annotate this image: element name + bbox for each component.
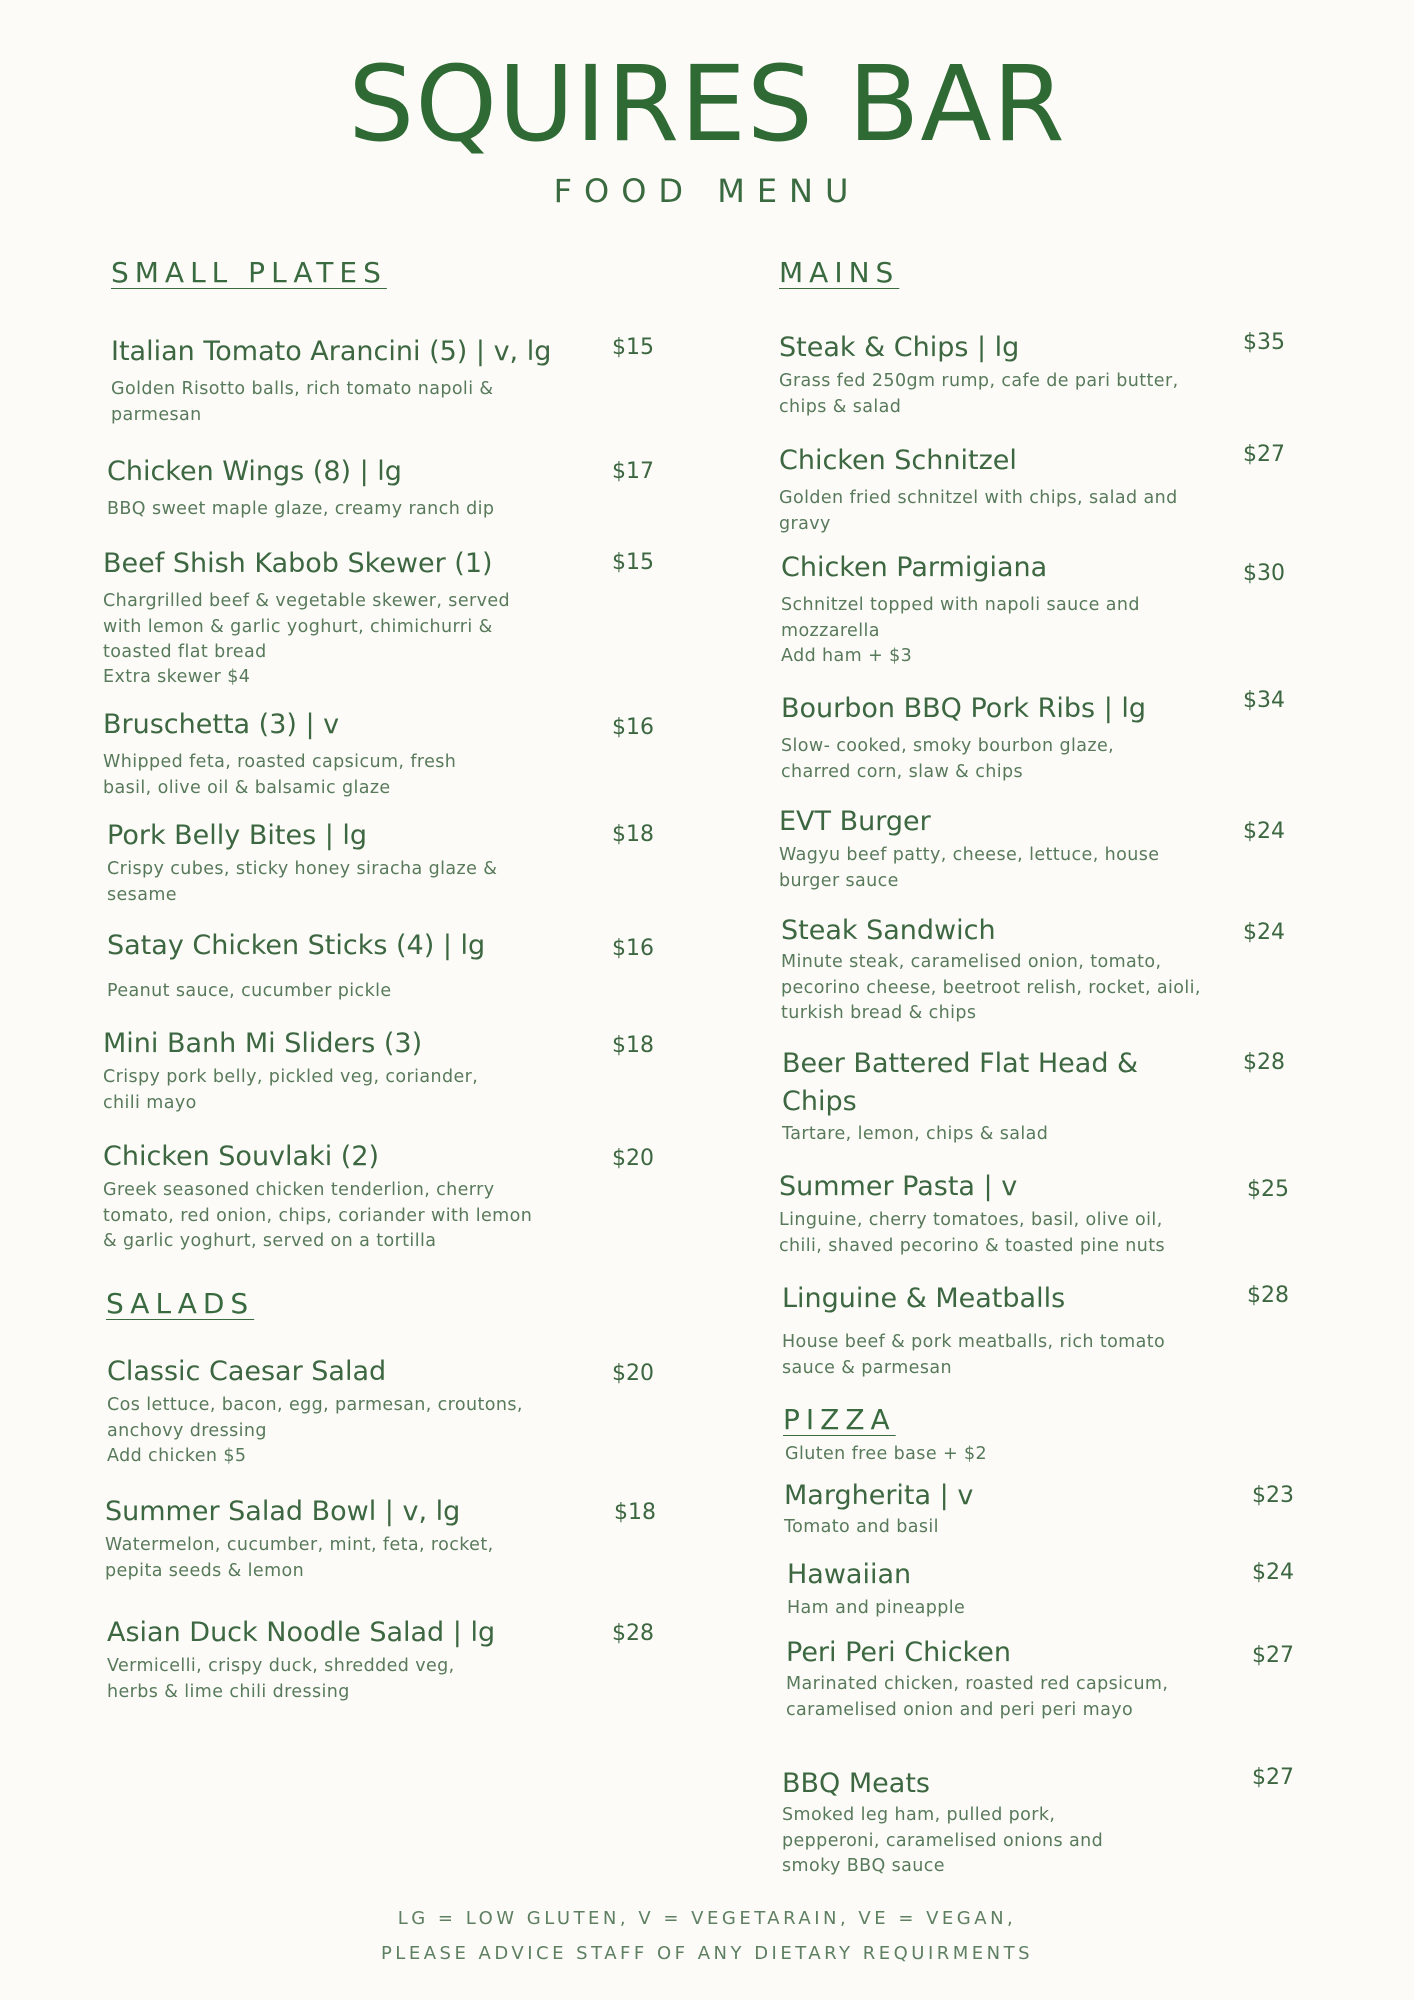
section-heading-pizza: PIZZA [783, 1403, 896, 1436]
footer-legend: LG = LOW GLUTEN, V = VEGETARAIN, VE = VEGAN, [397, 1908, 1017, 1929]
menu-item [105, 1493, 585, 1584]
item-price: $34 [1243, 688, 1285, 713]
menu-item [103, 1138, 583, 1254]
item-name: BBQ Meats [782, 1768, 930, 1799]
item-price: $18 [614, 1500, 656, 1525]
item-name: Mini Banh Mi Sliders (3) [103, 1028, 423, 1059]
item-name: Beef Shish Kabob Skewer (1) [103, 548, 493, 579]
menu-item [784, 1477, 1224, 1541]
menu-item [103, 706, 583, 801]
item-description: Marinated chicken, roasted red capsicum, caramelised onion and peri peri mayo [786, 1674, 1169, 1720]
item-price: $27 [1243, 442, 1285, 467]
menu-item [107, 927, 587, 1005]
item-price: $27 [1252, 1765, 1294, 1790]
item-price: $35 [1243, 330, 1285, 355]
item-price: $17 [612, 459, 654, 484]
menu-item [781, 690, 1221, 785]
item-name: Pork Belly Bites | lg [107, 820, 368, 851]
menu-item [779, 329, 1219, 420]
page-title: SQUIRES BAR [348, 43, 1066, 165]
item-description: Ham and pineapple [787, 1598, 966, 1619]
item-price: $23 [1252, 1483, 1294, 1508]
item-description: Crispy cubes, sticky honey siracha glaze & sesame [107, 859, 498, 905]
item-name: Chicken Schnitzel [779, 445, 1017, 476]
menu-item [782, 1280, 1222, 1381]
item-description: Whipped feta, roasted capsicum, fresh basil, olive oil & balsamic glaze [103, 752, 457, 798]
item-name: EVT Burger [779, 806, 931, 837]
item-description: Vermicelli, crispy duck, shredded veg, herbs & lime chili dressing [107, 1656, 455, 1702]
item-description: Tomato and basil [784, 1517, 939, 1538]
item-price: $28 [1247, 1283, 1289, 1308]
item-name: Peri Peri Chicken [786, 1637, 1011, 1668]
menu-item [111, 333, 591, 428]
menu-item [779, 1168, 1219, 1259]
item-name: Bourbon BBQ Pork Ribs | lg [781, 693, 1147, 724]
footer-dietary-note: PLEASE ADVICE STAFF OF ANY DIETARY REQUIRMENTS [380, 1943, 1034, 1964]
item-price: $18 [612, 1033, 654, 1058]
item-description: Smoked leg ham, pulled pork, pepperoni, caramelised onions and smoky BBQ sauce [782, 1805, 1104, 1877]
menu-item [107, 1353, 587, 1469]
item-name: Chicken Wings (8) | lg [107, 456, 402, 487]
item-price: $16 [612, 715, 654, 740]
item-name: Satay Chicken Sticks (4) | lg [107, 930, 486, 961]
item-description: Chargrilled beef & vegetable skewer, served with lemon & garlic yoghurt, chimichurri & toasted flat bread [103, 591, 511, 663]
section-heading-small-plates: SMALL PLATES [111, 256, 387, 289]
item-price: $20 [612, 1361, 654, 1386]
item-description: Minute steak, caramelised onion, tomato, pecorino cheese, beetroot relish, rocket, aioli, turkish bread & chips [781, 952, 1201, 1024]
menu-item [107, 817, 587, 908]
menu-item [779, 442, 1219, 537]
item-price: $28 [612, 1621, 654, 1646]
menu-item [786, 1634, 1226, 1723]
item-name: Steak Sandwich [781, 915, 996, 946]
menu-item [103, 545, 583, 691]
item-description: Wagyu beef patty, cheese, lettuce, house burger sauce [779, 845, 1160, 891]
item-description: Cos lettuce, bacon, egg, parmesan, croutons, anchovy dressing [107, 1395, 523, 1441]
item-name: Chicken Parmigiana [781, 552, 1048, 583]
page-subtitle: FOOD MENU [553, 172, 861, 210]
item-name: Summer Salad Bowl | v, lg [105, 1496, 461, 1527]
menu-item [781, 549, 1221, 669]
item-price: $18 [612, 822, 654, 847]
menu-item [787, 1556, 1227, 1622]
item-price: $25 [1247, 1177, 1289, 1202]
menu-item [782, 1765, 1222, 1879]
item-price: $15 [612, 335, 654, 360]
item-extra: Add ham + $3 [781, 646, 913, 667]
item-description: Peanut sauce, cucumber pickle [107, 981, 392, 1002]
item-extra: Extra skewer $4 [103, 667, 251, 688]
menu-item [103, 1025, 583, 1116]
item-description: BBQ sweet maple glaze, creamy ranch dip [107, 499, 495, 520]
item-name: Steak & Chips | lg [779, 332, 1020, 363]
menu-item [781, 912, 1221, 1026]
item-price: $27 [1252, 1643, 1294, 1668]
item-price: $24 [1252, 1560, 1294, 1585]
item-name: Classic Caesar Salad [107, 1356, 387, 1387]
menu-item [107, 453, 587, 523]
item-name: Linguine & Meatballs [782, 1283, 1066, 1314]
pizza-note: Gluten free base + $2 [785, 1444, 988, 1464]
item-name: Chicken Souvlaki (2) [103, 1141, 380, 1172]
item-description: Golden Risotto balls, rich tomato napoli & parmesan [111, 379, 494, 425]
item-name: Margherita | v [784, 1480, 974, 1511]
item-description: House beef & pork meatballs, rich tomato sauce & parmesan [782, 1332, 1166, 1378]
section-heading-salads: SALADS [106, 1287, 255, 1320]
item-description: Tartare, lemon, chips & salad [782, 1123, 1049, 1144]
item-price: $24 [1243, 920, 1285, 945]
item-price: $24 [1243, 819, 1285, 844]
item-name: Beer Battered Flat Head & Chips [782, 1048, 1139, 1118]
item-price: $20 [612, 1146, 654, 1171]
item-description: Crispy pork belly, pickled veg, coriander, chili mayo [103, 1067, 479, 1113]
menu-item [107, 1614, 587, 1705]
item-description: Slow- cooked, smoky bourbon glaze, charred corn, slaw & chips [781, 736, 1115, 782]
menu-item [782, 1045, 1222, 1147]
menu-item [779, 803, 1219, 894]
item-price: $28 [1243, 1050, 1285, 1075]
item-price: $15 [612, 550, 654, 575]
section-heading-mains: MAINS [779, 256, 900, 289]
item-description: Watermelon, cucumber, mint, feta, rocket, pepita seeds & lemon [105, 1535, 494, 1581]
item-description: Schnitzel topped with napoli sauce and mozzarella [781, 595, 1140, 641]
item-description: Grass fed 250gm rump, cafe de pari butter, chips & salad [779, 371, 1179, 417]
item-price: $30 [1243, 561, 1285, 586]
item-name: Italian Tomato Arancini (5) | v, lg [111, 336, 552, 367]
item-price: $16 [612, 936, 654, 961]
item-description: Golden fried schnitzel with chips, salad and gravy [779, 488, 1178, 534]
item-description: Linguine, cherry tomatoes, basil, olive oil, chili, shaved pecorino & toasted pine nuts [779, 1210, 1166, 1256]
item-extra: Add chicken $5 [107, 1446, 247, 1467]
item-name: Bruschetta (3) | v [103, 709, 340, 740]
item-description: Greek seasoned chicken tenderlion, cherry tomato, red onion, chips, coriander with lemon & garlic yoghurt, served on a tortilla [103, 1180, 533, 1252]
item-name: Hawaiian [787, 1559, 912, 1590]
item-name: Asian Duck Noodle Salad | lg [107, 1617, 496, 1648]
item-name: Summer Pasta | v [779, 1171, 1018, 1202]
